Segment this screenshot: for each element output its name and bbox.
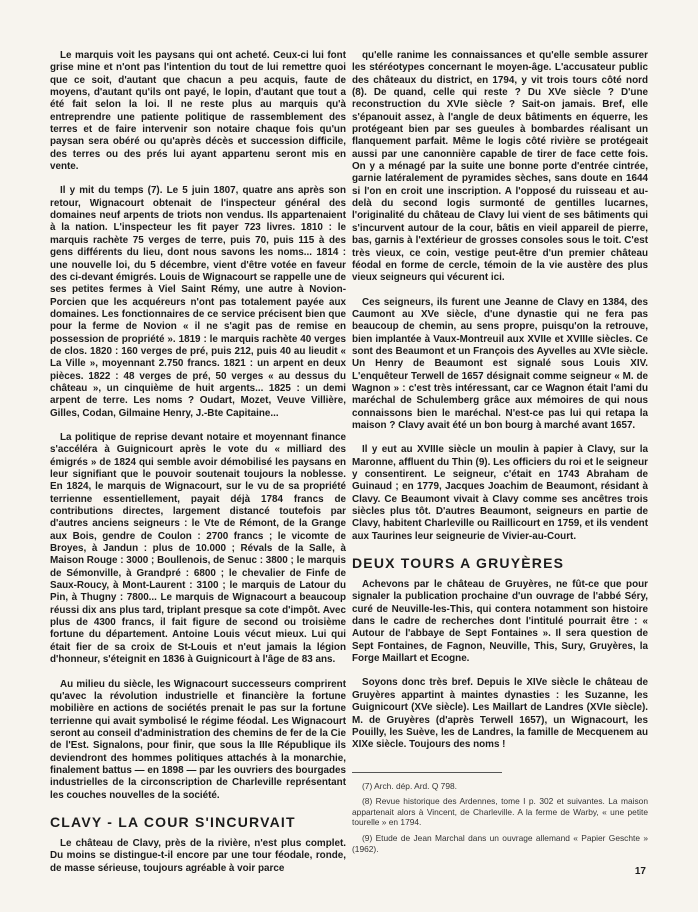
paragraph: Achevons par le château de Gruyères, ne fût-ce que pour signaler la publication prochaine d'un ouvrage de l'abbé Séry, curé de Neuville-les-This, qui contera notamment son histoire dans le cadre de recherches dont l'intitulé pourrait être : « Autour de l'abbaye de Sept Fontaines ». Il sera question de Sept Fontaines, de Fagnon, Neuville, This, Sury, Gruyères, la Forge Maillart et Ecogne. bbox=[352, 579, 648, 665]
paragraph: Le château de Clavy, près de la rivière, n'est plus complet. Du moins se distingue-t-il encore par une tour féodale, ronde, de masse sérieuse, toujours agréable à voir parce bbox=[50, 837, 346, 874]
footnotes bbox=[352, 781, 648, 855]
footnote: (7) Arch. dép. Ard. Q 798. bbox=[362, 780, 457, 791]
right-column bbox=[352, 50, 648, 859]
paragraph: Il y mit du temps (7). Le 5 juin 1807, quatre ans après son retour, Wignacourt obtenait de l'inspecteur général des domaines neuf arpents de triots non vendus. Ils appartenaient à la nation. L'inspecteur les fit payer 723 livres. 1810 : le marquis rachète 75 verges de terre, puis 70, puis 115 à des gens différents du lieu, dont nous savons les noms... 1814 : une nouvelle loi, du 5 décembre, vient d'être votée en faveur des ci-devant émigrés. Louis de Wignacourt se rappelle une de ses petites fermes à Viel Saint Rémy, une autre à Novion-Porcien que les acquéreurs n'ont pas totalement payée aux domaines. Les fonctionnaires de ce service précisent bien que pour la ferme de Novion « il ne s'agit pas de remise en possession de propriété ». 1819 : le marquis rachète 40 verges de clos. 1820 : 160 verges de pré, puis 212, puis 40 au lieudit « La Ville », moyennant 2.750 francs. 1821 : un arpent en deux pièces. 1822 : 48 verges de pré, 50 verges « au dessus du château », un cinquième de huit argents... 1825 : un demi arpent de terre. Les noms ? Oudart, Mozet, Veuve Villière, Gilles, Codan, Gilmaine Henry, J.-Bte Capitaine... bbox=[50, 185, 346, 419]
paragraph: qu'elle ranime les connaissances et qu'elle semble assurer les stéréotypes concernant le moyen-âge. L'accusateur public des châteaux du district, en 1794, y vit trois tours côté nord (8). De quand, celle qui reste ? Du XVe siècle ? D'une reconstruction du XVIe siècle ? Sait-on jamais. Bref, elle s'épanouit assez, à l'angle de deux bâtiments en équerre, les protégeant bien par ses gueules à bombardes réalisant un flanquement parfait. Même le logis côté rivière se protégeait aussi par une canonnière capable de tirer de face cette fois. On y a ménagé par la suite une bonne porte d'entrée cintrée, garnie latéralement de pyramides sèches, sans doute en 1644 si l'on en croit une inscription. A l'opposé du ruisseau et au-delà du second logis surmonté de gentilles lucarnes, l'originalité du château de Clavy lui vient de ses bâtiments qui s'incurvent autour de la cour, bâtis en vieil appareil de pierre, bas, garnis à l'extérieur de grosses consoles sous le toit. C'est très vieux, ce coin, vestige peut-être d'un premier château féodal en forme de cercle, témoin de la vie austère des plus vieux seigneurs qui vécurent ici. bbox=[352, 50, 648, 284]
paragraph: La politique de reprise devant notaire et moyennant finance s'accéléra à Guignicourt après le vote du « milliard des émigrés » de 1824 qui semble avoir démobilisé les paysans en leur signifiant que le pouvoir soutenait toujours la noblesse. En 1824, le marquis de Wignacourt, sur le vu de sa propriété terrienne essentiellement, payait déjà 1784 francs de contributions directes, largement distancé toutefois par d'autres anciens seigneurs : le Vte de Rémont, de la Grange aux Bois, gendre de Coulon : 2700 francs ; le vicomte de Broyes, à Jandun : plus de 10.000 ; Révals de la Salle, à Maison Rouge : 3000 ; Boullenois, de Senuc : 3800 ; le marquis de Sémonville, à Grandpré : 6800 ; le chevalier de Finfe de Saux-Roucy, à Mont-Laurent : 3100 ; le marquis de Latour du Pin, à Thugny : 7800... Le marquis de Wignacourt a beaucoup réussi dix ans plus tard, triplant presque sa cote d'impôt. Avec plus de 4300 francs, il fait figure de second ou troisième fortune du département. Antoine Louis vécut mieux. Lui qui était fier de sa croix de St-Louis et n'eut jamais la légion d'honneur, s'éteignit en 1836 à Guignicourt à l'âge de 83 ans. bbox=[50, 431, 346, 666]
paragraph: Soyons donc très bref. Depuis le XIVe siècle le château de Gruyères appartint à maintes dynasties : les Suzanne, les Guignicourt (XVe siècle). Les Maillart de Landres (XVIe siècle). M. de Gruyères (d'après Terwell 1657), un Wignacourt, les Pouilly, les Suève, les de Landres, la famille de Mecquenem au XIXe siècle. Toujours des noms ! bbox=[352, 677, 648, 751]
left-column bbox=[50, 50, 346, 887]
page-number: 17 bbox=[634, 866, 646, 877]
paragraph: Ces seigneurs, ils furent une Jeanne de Clavy en 1384, des Caumont au XVe siècle, d'une dynastie qui ne fera pas beaucoup de chemin, au sens propre, puisqu'on la retrouve, bien implantée à Vaux-Montreuil aux XVIIe et XVIIIe siècles. Ce sont des Beaumont et un François des Ayvelles au XVIe siècle. Un Henry de Beaumont est signalé sous Louis XIV. L'enquêteur Terwell de 1657 désignait comme seigneur « M. de Wagnon » : c'est très intéressant, car ce Wagnon était l'ami du maréchal de Schulemberg grâce aux mémoires de qui nous connaissons bien le maréchal. N'est-ce pas lui qui retapa la maison ? Clavy avait été un bon bourg à marché avant 1657. bbox=[352, 296, 648, 431]
paragraph: Il y eut au XVIIIe siècle un moulin à papier à Clavy, sur la Maronne, affluent du Thin (9). Les officiers du roi et le seigneur y consentirent. Le seigneur, c'était en 1743 Abraham de Guinaud ; en 1779, Jacques Joachim de Beaumont, résidant à Clavy. Ce Beaumont vivait à Clavy comme ses ancêtres trois siècles plus tôt. D'autres Beaumont, seigneurs en partie de Clavy, habitent Charleville ou Raillicourt en 1759, et ils vendent aux Taurines leur seigneurie de Vivier-au-Court. bbox=[352, 444, 648, 542]
section-heading-clavy: CLAVY - LA COUR S'INCURVAIT bbox=[50, 813, 296, 830]
section-heading-gruyeres: DEUX TOURS A GRUYÈRES bbox=[352, 555, 565, 572]
footnote: (8) Revue historique des Ardennes, tome I p. 302 et suivantes. La maison appartenait alors à Vincent, de Charleville. A la ferme de Warby, « une petite tourelle » en 1794. bbox=[352, 796, 648, 828]
footnotes-divider bbox=[352, 772, 502, 773]
paragraph: Au milieu du siècle, les Wignacourt successeurs comprirent qu'avec la révolution industrielle et financière la fortune mobilière en actions de sociétés prenait le pas sur la fortune terrienne qui avait symbolisé le régime féodal. Les Wignacourt seront au conseil d'administration des chemins de fer de la Cie de l'Est. Signalons, pour finir, que sous la IIIe République ils deviendront des hommes politiques attachés à la monarchie, finalement battus — en 1898 — par les ouvriers des bourgades industrielles de la circonscription de Charleville représentant les couches nouvelles de la société. bbox=[50, 678, 346, 801]
footnote: (9) Etude de Jean Marchal dans un ouvrage allemand « Papier Geschte » (1962). bbox=[352, 832, 648, 854]
paragraph: Le marquis voit les paysans qui ont acheté. Ceux-ci lui font grise mine et n'ont pas l'intention du tout de lui remettre quoi que ce soit, d'autant que chacun a peu acquis, faute de moyens, d'autant qu'ils ont payé, le lopin, d'autant que tout a été fait selon la loi. Il ne reste plus au marquis qu'à entreprendre une patiente politique de rassemblement des terres et de faire intervenir son notaire chaque fois qu'un paysan sera obéré ou qu'après décès et succession difficile, des terres ou des prés lui ayant appartenu seront mis en vente. bbox=[50, 50, 346, 173]
